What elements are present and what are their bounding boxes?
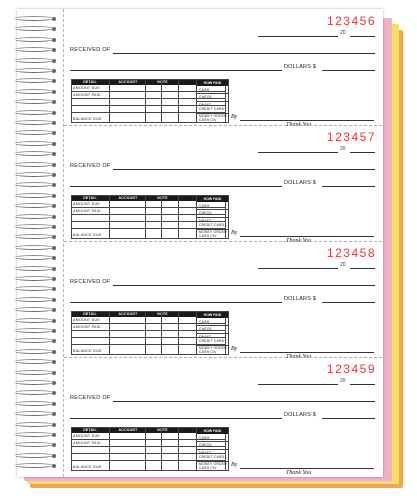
by-label: By: [231, 462, 238, 468]
how-paid-box: [196, 79, 229, 123]
date-year-field[interactable]: [350, 384, 375, 385]
binding-ring: [12, 453, 68, 459]
punch-hole: [52, 215, 56, 219]
divider: [197, 333, 228, 334]
paid-option-money-order[interactable]: MONEY ORDER: [199, 346, 227, 350]
binding-ring: [12, 266, 68, 272]
binding-ring: [12, 26, 68, 32]
paid-option-cash-civ[interactable]: CASH CIV: [199, 466, 217, 470]
detail-header: DETAIL: [71, 79, 109, 85]
punch-hole: [52, 267, 56, 271]
signature-field[interactable]: [240, 120, 374, 121]
ring-coil: [14, 359, 54, 364]
amount-words-field[interactable]: [70, 70, 282, 71]
paid-option-credit-card[interactable]: CREDIT CARD: [199, 107, 225, 111]
punch-hole: [52, 38, 56, 42]
divider: [197, 93, 228, 94]
how-paid-header: HOW PAID: [197, 80, 228, 86]
thank-you-text: Thank You: [286, 122, 312, 128]
thank-you-text: Thank You: [286, 238, 312, 244]
punch-hole: [52, 443, 56, 447]
paid-option-draft[interactable]: DRAFT: [199, 335, 212, 339]
row-label: AMOUNT PAID: [73, 441, 101, 445]
date-field[interactable]: [258, 152, 338, 153]
signature-field[interactable]: [240, 236, 374, 237]
binding-ring: [12, 338, 68, 344]
dollars-field[interactable]: [322, 302, 375, 303]
receipt: [64, 241, 382, 360]
paid-option-check[interactable]: CHECK: [199, 327, 212, 331]
amount-words-field[interactable]: [70, 186, 282, 187]
punch-hole: [52, 298, 56, 302]
binding-ring: [12, 78, 68, 84]
punch-hole: [52, 308, 56, 312]
how-paid-box: [196, 427, 229, 471]
received-of-label: RECEIVED OF: [70, 279, 111, 285]
row-label: AMOUNT DUE: [73, 202, 101, 206]
ring-coil: [14, 297, 54, 302]
received-of-label: RECEIVED OF: [70, 395, 111, 401]
binding-ring: [12, 99, 68, 105]
binding-ring: [12, 297, 68, 303]
punch-hole: [52, 256, 56, 260]
punch-hole: [52, 402, 56, 406]
ring-coil: [14, 141, 54, 146]
ring-coil: [14, 78, 54, 83]
punch-hole: [52, 69, 56, 73]
binding-ring: [12, 328, 68, 334]
punch-hole: [52, 339, 56, 343]
account-header: ACCOUNT: [109, 195, 146, 201]
how-paid-header: HOW PAID: [197, 312, 228, 318]
punch-hole: [52, 246, 56, 250]
punch-hole: [52, 121, 56, 125]
ring-coil: [14, 286, 54, 291]
punch-hole: [52, 48, 56, 52]
binding-ring: [12, 422, 68, 428]
dollars-field[interactable]: [322, 418, 375, 419]
paid-option-draft[interactable]: DRAFT: [199, 219, 212, 223]
binding-ring: [12, 68, 68, 74]
binding-ring: [12, 307, 68, 313]
ring-coil: [14, 130, 54, 135]
paid-option-check[interactable]: CHECK: [199, 211, 212, 215]
received-of-field[interactable]: [113, 53, 375, 54]
ring-coil: [14, 99, 54, 104]
divider: [197, 217, 228, 218]
binding-ring: [12, 245, 68, 251]
divider: [197, 101, 228, 102]
ring-coil: [14, 370, 54, 375]
punch-hole: [52, 204, 56, 208]
amount-words-field[interactable]: [70, 418, 282, 419]
by-label: By: [231, 346, 238, 352]
ring-coil: [14, 89, 54, 94]
date-field[interactable]: [258, 268, 338, 269]
divider: [197, 449, 228, 450]
punch-hole: [52, 79, 56, 83]
row-label: AMOUNT DUE: [73, 86, 101, 90]
punch-hole: [52, 173, 56, 177]
binding-ring: [12, 89, 68, 95]
ring-coil: [14, 120, 54, 125]
note-header: NOTE: [145, 79, 179, 85]
paid-option-cash[interactable]: CASH: [199, 88, 210, 92]
punch-hole: [52, 433, 56, 437]
receipt: [64, 357, 382, 476]
divider: [197, 325, 228, 326]
paid-option-money-order[interactable]: MONEY ORDER: [199, 114, 227, 118]
ring-coil: [14, 58, 54, 63]
ring-coil: [14, 234, 54, 239]
ring-coil: [14, 110, 54, 115]
thank-you-text: Thank You: [286, 470, 312, 476]
how-paid-box: [196, 311, 229, 355]
row-label: BALANCE DUE: [73, 117, 102, 121]
binding-ring: [12, 37, 68, 43]
receipt-number: 123457: [326, 130, 376, 144]
punch-hole: [52, 131, 56, 135]
binding-ring: [12, 359, 68, 365]
binding-ring: [12, 47, 68, 53]
dollars-field[interactable]: [322, 70, 375, 71]
ring-coil: [14, 37, 54, 42]
punch-hole: [52, 235, 56, 239]
dollars-field[interactable]: [322, 186, 375, 187]
dollars-label: DOLLARS $: [284, 412, 317, 418]
ring-coil: [14, 422, 54, 427]
binding-ring: [12, 401, 68, 407]
paid-option-credit-card[interactable]: CREDIT CARD: [199, 339, 225, 343]
punch-hole: [52, 163, 56, 167]
paid-option-draft[interactable]: DRAFT: [199, 451, 212, 455]
signature-field[interactable]: [240, 352, 374, 353]
punch-hole: [52, 464, 56, 468]
divider: [197, 441, 228, 442]
date-year-field[interactable]: [350, 36, 375, 37]
account-header: ACCOUNT: [109, 79, 146, 85]
punch-hole: [52, 381, 56, 385]
punch-hole: [52, 287, 56, 291]
paid-option-check[interactable]: CHECK: [199, 95, 212, 99]
signature-field[interactable]: [240, 468, 374, 469]
receipt-number: 123459: [326, 362, 376, 376]
ring-coil: [14, 401, 54, 406]
row-label: AMOUNT PAID: [73, 209, 101, 213]
account-header: ACCOUNT: [109, 311, 146, 317]
date-field[interactable]: [258, 384, 338, 385]
binding-ring: [12, 224, 68, 230]
paid-option-check[interactable]: CHECK: [199, 443, 212, 447]
binding-ring: [12, 16, 68, 22]
date-year-prefix: 20: [340, 146, 346, 152]
binding-ring: [12, 120, 68, 126]
detail-header: DETAIL: [71, 311, 109, 317]
binding-ring: [12, 182, 68, 188]
binding-ring: [12, 390, 68, 396]
receipt-number: 123458: [326, 246, 376, 260]
binding-ring: [12, 172, 68, 178]
binding-ring: [12, 141, 68, 147]
paid-option-draft[interactable]: DRAFT: [199, 103, 212, 107]
binding-ring: [12, 442, 68, 448]
row-label: BALANCE DUE: [73, 349, 102, 353]
ring-coil: [14, 307, 54, 312]
punch-hole: [52, 454, 56, 458]
paid-option-cash[interactable]: CASH: [199, 436, 210, 440]
ring-coil: [14, 255, 54, 260]
note-header: NOTE: [145, 311, 179, 317]
date-field[interactable]: [258, 36, 338, 37]
ring-coil: [14, 442, 54, 447]
punch-hole: [52, 152, 56, 156]
date-year-prefix: 20: [340, 30, 346, 36]
binding-ring: [12, 411, 68, 417]
paid-option-credit-card[interactable]: CREDIT CARD: [199, 223, 225, 227]
row-label: AMOUNT PAID: [73, 325, 101, 329]
ring-coil: [14, 162, 54, 167]
by-label: By: [231, 114, 238, 120]
paid-option-money-order[interactable]: MONEY ORDER: [199, 462, 227, 466]
ring-coil: [14, 182, 54, 187]
punch-hole: [52, 27, 56, 31]
paid-option-cash[interactable]: CASH: [199, 204, 210, 208]
row-label: BALANCE DUE: [73, 465, 102, 469]
receipt-number: 123456: [326, 14, 376, 28]
ring-coil: [14, 193, 54, 198]
row-label: AMOUNT DUE: [73, 318, 101, 322]
ring-coil: [14, 266, 54, 271]
detail-header: DETAIL: [71, 427, 109, 433]
punch-hole: [52, 391, 56, 395]
ring-coil: [14, 26, 54, 31]
punch-hole: [52, 225, 56, 229]
paid-option-credit-card[interactable]: CREDIT CARD: [199, 455, 225, 459]
row-label: AMOUNT PAID: [73, 93, 101, 97]
ring-coil: [14, 245, 54, 250]
ring-coil: [14, 68, 54, 73]
detail-header: DETAIL: [71, 195, 109, 201]
punch-hole: [52, 90, 56, 94]
ring-coil: [14, 318, 54, 323]
binding-ring: [12, 380, 68, 386]
binding-ring: [12, 58, 68, 64]
receipt: [64, 125, 382, 244]
ring-coil: [14, 203, 54, 208]
dollars-label: DOLLARS $: [284, 296, 317, 302]
ring-coil: [14, 214, 54, 219]
by-label: By: [231, 230, 238, 236]
thank-you-text: Thank You: [286, 354, 312, 360]
ring-coil: [14, 151, 54, 156]
binding-ring: [12, 370, 68, 376]
receipt: [64, 9, 382, 128]
received-of-field[interactable]: [113, 169, 375, 170]
ring-coil: [14, 380, 54, 385]
paid-option-cash-civ[interactable]: CASH CIV: [199, 350, 217, 354]
punch-hole: [52, 423, 56, 427]
binding-ring: [12, 203, 68, 209]
amount-words-field[interactable]: [70, 302, 282, 303]
punch-hole: [52, 412, 56, 416]
receipt-perforation: [64, 241, 382, 242]
paid-option-money-order[interactable]: MONEY ORDER: [199, 230, 227, 234]
ring-coil: [14, 16, 54, 21]
punch-hole: [52, 350, 56, 354]
date-year-field[interactable]: [350, 268, 375, 269]
punch-hole: [52, 183, 56, 187]
punch-hole: [52, 142, 56, 146]
binding-ring: [12, 463, 68, 469]
punch-hole: [52, 329, 56, 333]
punch-hole: [52, 111, 56, 115]
binding-ring: [12, 234, 68, 240]
binding-ring: [12, 349, 68, 355]
how-paid-box: [196, 195, 229, 239]
binding-ring: [12, 286, 68, 292]
date-year-prefix: 20: [340, 262, 346, 268]
dollars-label: DOLLARS $: [284, 64, 317, 70]
ring-coil: [14, 338, 54, 343]
divider: [197, 209, 228, 210]
binding-ring: [12, 432, 68, 438]
note-header: NOTE: [145, 195, 179, 201]
row-label: AMOUNT DUE: [73, 434, 101, 438]
receipt-perforation: [64, 125, 382, 126]
binding-ring: [12, 130, 68, 136]
punch-hole: [52, 277, 56, 281]
received-of-label: RECEIVED OF: [70, 47, 111, 53]
how-paid-header: HOW PAID: [197, 196, 228, 202]
punch-hole: [52, 319, 56, 323]
binding-ring: [12, 255, 68, 261]
ring-coil: [14, 390, 54, 395]
ring-coil: [14, 224, 54, 229]
date-year-prefix: 20: [340, 378, 346, 384]
date-year-field[interactable]: [350, 152, 375, 153]
punch-hole: [52, 371, 56, 375]
ring-coil: [14, 463, 54, 468]
paid-option-cash-civ[interactable]: CASH CIV: [199, 234, 217, 238]
binding-ring: [12, 151, 68, 157]
receipt-perforation: [64, 357, 382, 358]
punch-hole: [52, 59, 56, 63]
punch-hole: [52, 17, 56, 21]
received-of-field[interactable]: [113, 285, 375, 286]
ring-coil: [14, 432, 54, 437]
received-of-label: RECEIVED OF: [70, 163, 111, 169]
ring-coil: [14, 47, 54, 52]
binding-ring: [12, 214, 68, 220]
punch-hole: [52, 100, 56, 104]
paid-option-cash[interactable]: CASH: [199, 320, 210, 324]
row-label: BALANCE DUE: [73, 233, 102, 237]
binding-ring: [12, 193, 68, 199]
ring-coil: [14, 453, 54, 458]
ring-coil: [14, 276, 54, 281]
binding-ring: [12, 110, 68, 116]
paid-option-cash-civ[interactable]: CASH CIV: [199, 118, 217, 122]
ring-coil: [14, 349, 54, 354]
ring-coil: [14, 172, 54, 177]
account-header: ACCOUNT: [109, 427, 146, 433]
note-header: NOTE: [145, 427, 179, 433]
punch-hole: [52, 194, 56, 198]
ring-coil: [14, 328, 54, 333]
binding-ring: [12, 318, 68, 324]
ring-coil: [14, 411, 54, 416]
dollars-label: DOLLARS $: [284, 180, 317, 186]
binding-ring: [12, 276, 68, 282]
how-paid-header: HOW PAID: [197, 428, 228, 434]
received-of-field[interactable]: [113, 401, 375, 402]
binding-ring: [12, 162, 68, 168]
punch-hole: [52, 360, 56, 364]
